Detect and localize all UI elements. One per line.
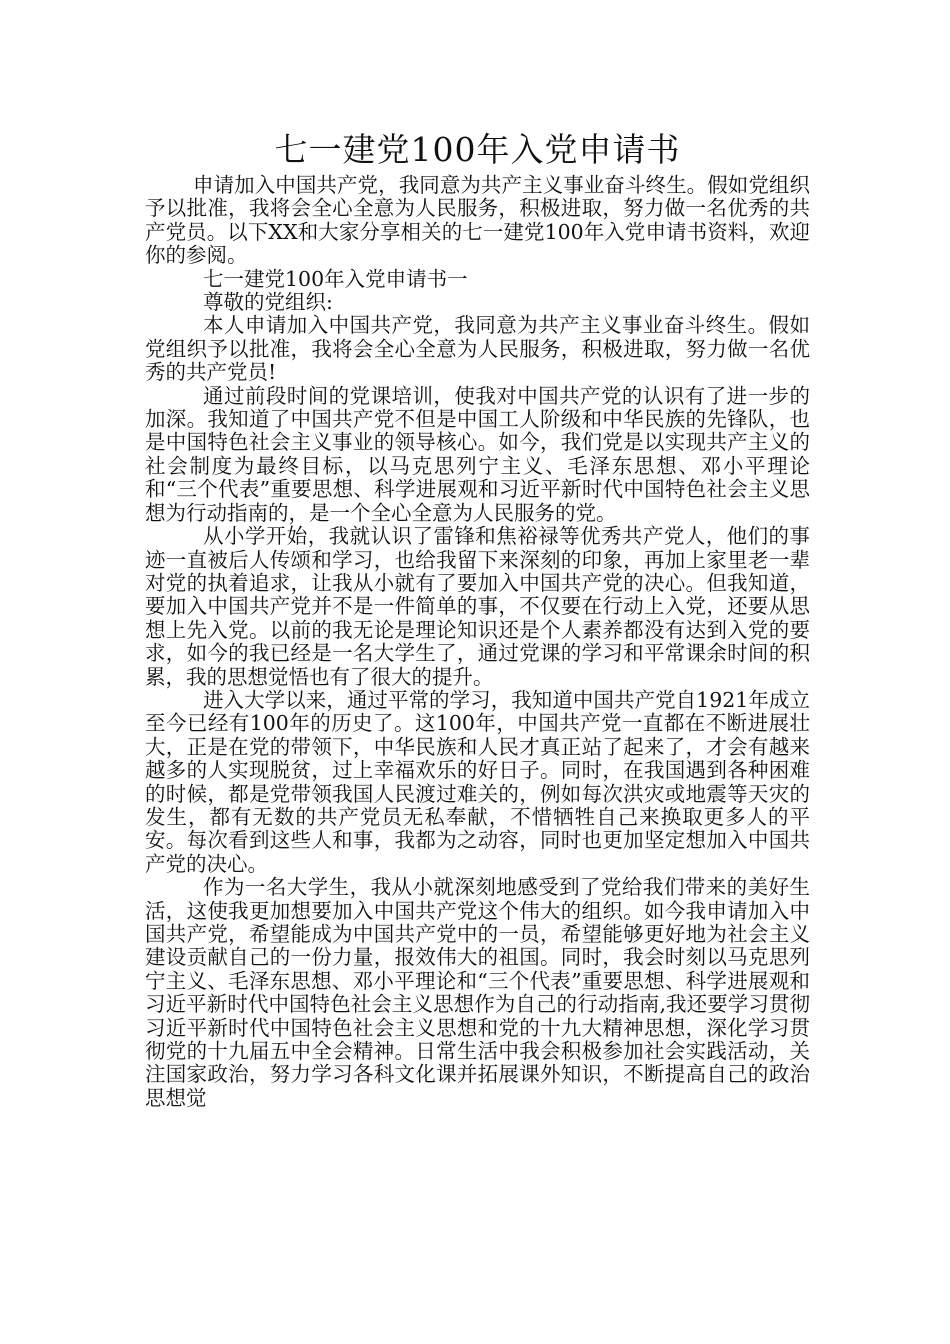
salutation: 尊敬的党组织:	[203, 290, 333, 315]
body-paragraph-4: 进入大学以来，通过平常的学习，我知道中国共产党自1921年成立至今已经有100年的历史了。这100年，中国共产党一直都在不断进展壮大，正是在党的带领下，中华民族和人民才真正站了起来了，才会有越来越多的人实现脱贫，过上幸福欢乐的好日子。同时，在我国遇到各种困难的时候，都是党带领我国人民渡过难关的，例如每次洪灾或地震等天灾的发生，都有无数的共产党员无私奉献，不惜牺牲自己来换取更多人的平安。每次看到这些人和事，我都为之动容，同时也更加坚定想加入中国共产党的决心。	[145, 687, 810, 876]
intro-paragraph: 申请加入中国共产党，我同意为共产主义事业奋斗终生。假如党组织予以批准，我将会全心全意为人民服务，积极进取，努力做一名优秀的共产党员。以下XX和大家分享相关的七一建党100年入党申请书资料，欢迎你的参阅。	[145, 173, 810, 268]
section-heading: 七一建党100年入党申请书一	[203, 266, 468, 291]
document-page	[145, 128, 810, 1110]
document-title: 七一建党100年入党申请书	[274, 130, 681, 169]
body-paragraph-5: 作为一名大学生，我从小就深刻地感受到了党给我们带来的美好生活，这使我更加想要加入中国共产党这个伟大的组织。如今我申请加入中国共产党，希望能成为中国共产党中的一员，希望能够更好地为社会主义建设贡献自己的一份力量，报效伟大的祖国。同时，我会时刻以马克思列宁主义、毛泽东思想、邓小平理论和“三个代表”重要思想、科学进展观和习近平新时代中国特色社会主义思想作为自己的行动指南,我还要学习贯彻习近平新时代中国特色社会主义思想和党的十九大精神思想，深化学习贯彻党的十九届五中全会精神。日常生活中我会积极参加社会实践活动，关注国家政治，努力学习各科文化课并拓展课外知识，不断提高自己的政治思想觉	[145, 875, 810, 1110]
body-paragraph-2: 通过前段时间的党课培训，使我对中国共产党的认识有了进一步的加深。我知道了中国共产党不但是中国工人阶级和中华民族的先锋队，也是中国特色社会主义事业的领导核心。如今，我们党是以实现共产主义的社会制度为最终目标，以马克思列宁主义、毛泽东思想、邓小平理论和“三个代表”重要思想、科学进展观和习近平新时代中国特色社会主义思想为行动指南的，是一个全心全意为人民服务的党。	[145, 383, 810, 525]
body-paragraph-1: 本人申请加入中国共产党，我同意为共产主义事业奋斗终生。假如党组织予以批准，我将会全心全意为人民服务，积极进取，努力做一名优秀的共产党员!	[145, 313, 810, 385]
body-paragraph-3: 从小学开始，我就认识了雷锋和焦裕禄等优秀共产党人，他们的事迹一直被后人传颂和学习，也给我留下来深刻的印象，再加上家里老一辈对党的执着追求，让我从小就有了要加入中国共产党的决心。但我知道，要加入中国共产党并不是一件简单的事，不仅要在行动上入党，还要从思想上先入党。以前的我无论是理论知识还是个人素养都没有达到入党的要求，如今的我已经是一名大学生了，通过党课的学习和平常课余时间的积累，我的思想觉悟也有了很大的提升。	[145, 524, 810, 689]
